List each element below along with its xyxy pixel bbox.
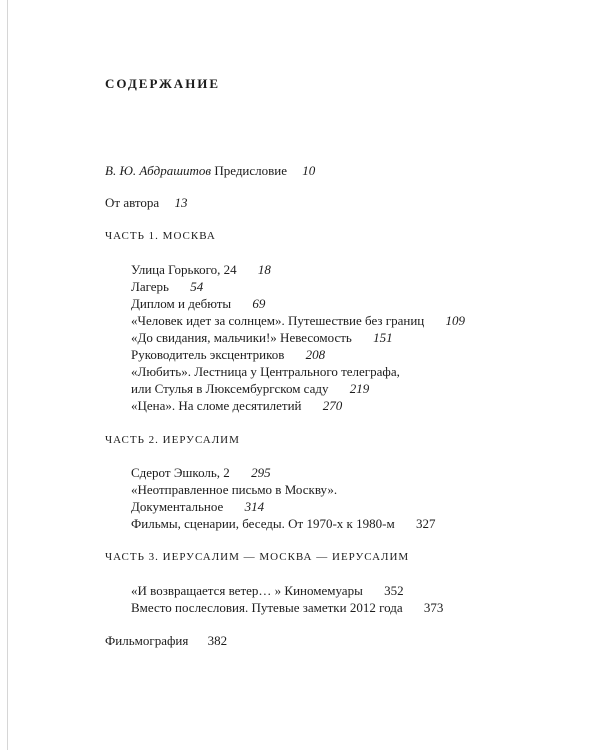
page-number: 270 — [322, 398, 343, 413]
toc-entry[interactable] — [131, 262, 271, 278]
entry-title: «Цена». На сломе десятилетий — [131, 398, 302, 413]
page-number: 109 — [445, 313, 466, 328]
entry-title: или Стулья в Люксембургском саду — [131, 381, 329, 396]
entry-title: Фильмы, сценарии, беседы. От 1970-х к 1980-м — [131, 516, 395, 531]
toc-entry[interactable] — [131, 364, 400, 380]
toc-entry[interactable] — [131, 600, 443, 616]
page-number: 13 — [174, 195, 188, 210]
entry-title: Лагерь — [131, 279, 169, 294]
toc-entry[interactable] — [131, 381, 369, 397]
page-edge — [7, 0, 8, 750]
entry-title: Руководитель эксцентриков — [131, 347, 285, 362]
page-number: 373 — [423, 600, 444, 615]
part-heading-1[interactable]: ЧАСТЬ 1. МОСКВА — [105, 230, 216, 242]
part-heading-3[interactable]: ЧАСТЬ 3. ИЕРУСАЛИМ — МОСКВА — ИЕРУСАЛИМ — [105, 551, 410, 563]
toc-entry[interactable] — [131, 279, 203, 295]
entry-title: От автора — [105, 195, 160, 210]
toc-entry-preface[interactable] — [105, 163, 315, 179]
page-number: 208 — [305, 347, 326, 362]
page-number: 54 — [190, 279, 204, 294]
toc-entry[interactable] — [131, 482, 337, 498]
toc-entry[interactable] — [131, 398, 342, 414]
page-number: 10 — [302, 163, 316, 178]
page-number: 382 — [207, 633, 228, 648]
toc-entry[interactable] — [131, 330, 393, 346]
toc-entry[interactable] — [131, 296, 265, 312]
page-number: 314 — [244, 499, 265, 514]
entry-title: «И возвращается ветер… » Киномемуары — [131, 583, 363, 598]
entry-title: «Любить». Лестница у Центрального телеграфа, — [131, 364, 400, 379]
entry-title: «Неотправленное письмо в Москву». — [131, 482, 338, 497]
page-number: 151 — [373, 330, 393, 345]
toc-entry-filmography[interactable] — [105, 633, 227, 649]
entry-title: «До свидания, мальчики!» Невесомость — [131, 330, 352, 345]
entry-title: Диплом и дебюты — [131, 296, 232, 311]
entry-title: Сдерот Эшколь, 2 — [131, 465, 230, 480]
toc-entry[interactable] — [131, 313, 465, 329]
page-title: СОДЕРЖАНИЕ — [105, 76, 221, 91]
preface-title: Предисловие — [214, 163, 288, 178]
page-number: 219 — [349, 381, 370, 396]
toc-entry[interactable] — [131, 499, 264, 515]
toc-entry[interactable] — [131, 583, 404, 599]
entry-title: «Человек идет за солнцем». Путешествие без границ — [131, 313, 425, 328]
toc-entry[interactable] — [131, 516, 435, 532]
page-number: 69 — [252, 296, 266, 311]
page-number: 295 — [251, 465, 271, 480]
preface-author: В. Ю. Абдрашитов — [105, 163, 212, 178]
entry-title: Фильмография — [105, 633, 189, 648]
toc-entry-from-author[interactable] — [105, 195, 187, 211]
page-number: 327 — [415, 516, 436, 531]
part-heading-2[interactable]: ЧАСТЬ 2. ИЕРУСАЛИМ — [105, 434, 240, 446]
page-number: 18 — [257, 262, 271, 277]
toc-entry[interactable] — [131, 347, 325, 363]
entry-title: Документальное — [131, 499, 224, 514]
entry-title: Вместо послесловия. Путевые заметки 2012 года — [131, 600, 403, 615]
entry-title: Улица Горького, 24 — [131, 262, 237, 277]
page-number: 352 — [384, 583, 404, 598]
toc-entry[interactable] — [131, 465, 271, 481]
